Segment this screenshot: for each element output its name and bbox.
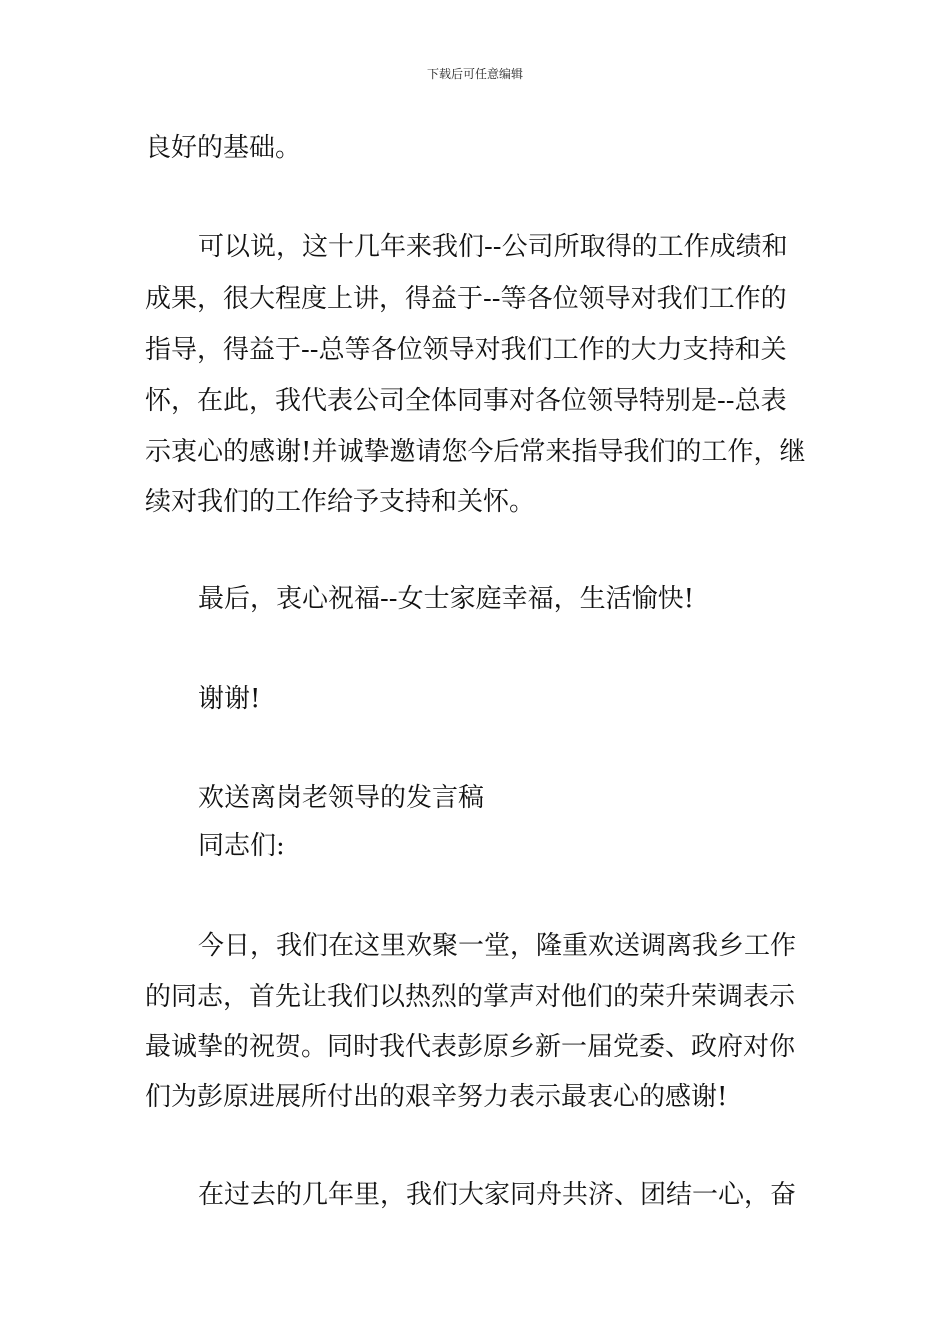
body-line: 今日，我们在这里欢聚一堂，隆重欢送调离我乡工作 [198, 931, 797, 961]
body-line: 怀，在此，我代表公司全体同事对各位领导特别是--总表 [145, 386, 787, 416]
body-line: 示衷心的感谢!并诚挚邀请您今后常来指导我们的工作，继 [145, 437, 806, 467]
body-line: 可以说，这十几年来我们--公司所取得的工作成绩和 [198, 232, 788, 262]
body-line: 谢谢! [198, 684, 261, 714]
body-line: 续对我们的工作给予支持和关怀。 [145, 487, 536, 517]
salutation: 同志们: [198, 831, 285, 861]
body-line: 在过去的几年里，我们大家同舟共济、团结一心，奋 [198, 1180, 797, 1210]
body-line: 最诚挚的祝贺。同时我代表彭原乡新一届党委、政府对你 [145, 1032, 796, 1062]
body-line: 最后，衷心祝福--女士家庭幸福，生活愉快! [198, 584, 695, 614]
header-note: 下载后可任意编辑 [426, 67, 523, 81]
body-line: 的同志，首先让我们以热烈的掌声对他们的荣升荣调表示 [145, 982, 796, 1012]
speech-title: 欢送离岗老领导的发言稿 [198, 783, 485, 813]
body-line: 指导，得益于--总等各位领导对我们工作的大力支持和关 [145, 335, 787, 365]
body-line: 良好的基础。 [145, 133, 302, 163]
body-line: 们为彭原进展所付出的艰辛努力表示最衷心的感谢! [145, 1082, 728, 1112]
body-line: 成果，很大程度上讲，得益于--等各位领导对我们工作的 [145, 284, 787, 314]
